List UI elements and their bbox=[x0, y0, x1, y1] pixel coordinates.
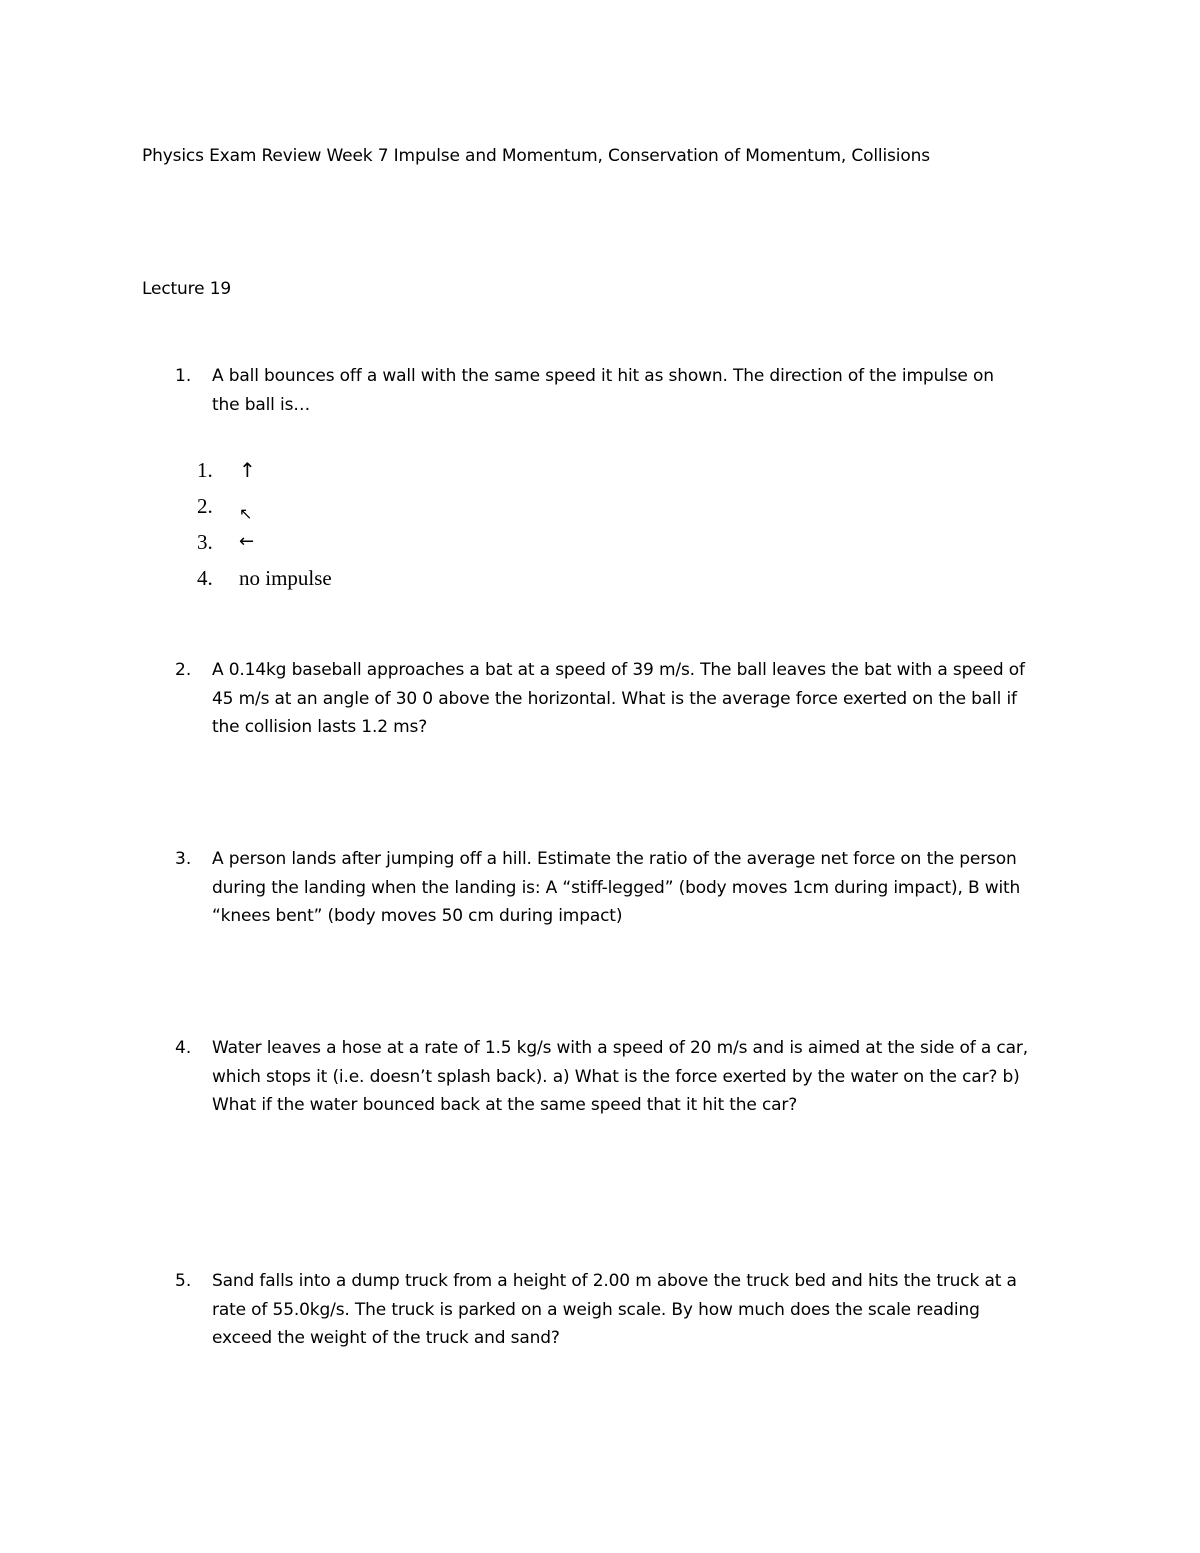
page-title: Physics Exam Review Week 7 Impulse and Momentum, Conservation of Momentum, Collisions bbox=[142, 146, 930, 166]
question-number: 3. bbox=[175, 849, 192, 869]
lecture-heading: Lecture 19 bbox=[142, 279, 232, 299]
question-text-line: What if the water bounced back at the same speed that it hit the car? bbox=[212, 1095, 798, 1115]
question-3 bbox=[175, 845, 1065, 931]
choice-number: 2. bbox=[197, 494, 213, 518]
question-number: 5. bbox=[175, 1271, 192, 1291]
question-text-line: exceed the weight of the truck and sand? bbox=[212, 1328, 560, 1348]
question-2 bbox=[175, 656, 1065, 742]
question-text-line: the ball is… bbox=[212, 394, 311, 415]
question-text-line: Sand falls into a dump truck from a height of 2.00 m above the truck bed and hits the truck at a bbox=[212, 1271, 1017, 1291]
question-text-line: A ball bounces off a wall with the same speed it hit as shown. The direction of the impulse on bbox=[212, 366, 994, 386]
question-text-line: during the landing when the landing is: A “stiff-legged” (body moves 1cm during impact), B with bbox=[212, 877, 1021, 898]
question-text-line: A person lands after jumping off a hill. Estimate the ratio of the average net force on the person bbox=[212, 849, 1017, 869]
question-text-line: the collision lasts 1.2 ms? bbox=[212, 717, 428, 737]
left-arrow-icon: ← bbox=[239, 531, 255, 552]
up-arrow-icon: ↑ bbox=[239, 458, 256, 482]
question-text-line: rate of 55.0kg/s. The truck is parked on a weigh scale. By how much does the scale reading bbox=[212, 1299, 980, 1320]
choice-text: no impulse bbox=[239, 566, 332, 590]
question-5 bbox=[175, 1267, 1065, 1353]
up-left-arrow-icon: ↖ bbox=[239, 504, 253, 523]
question-number: 1. bbox=[175, 366, 192, 386]
question-text-line: A 0.14kg baseball approaches a bat at a speed of 39 m/s. The ball leaves the bat with a speed of bbox=[212, 660, 1025, 680]
question-number: 4. bbox=[175, 1038, 192, 1058]
question-text-line: 45 m/s at an angle of 30 0 above the horizontal. What is the average force exerted on the ball if bbox=[212, 688, 1017, 709]
question-text-line: which stops it (i.e. doesn’t splash back). a) What is the force exerted by the water on the car? b) bbox=[212, 1066, 1020, 1087]
question-4 bbox=[175, 1034, 1065, 1120]
choice-number: 1. bbox=[197, 458, 213, 482]
question-number: 2. bbox=[175, 660, 192, 680]
choice-number: 3. bbox=[197, 530, 213, 554]
question-text-line: “knees bent” (body moves 50 cm during impact) bbox=[212, 906, 623, 926]
question-1 bbox=[175, 362, 1065, 419]
choice-number: 4. bbox=[197, 566, 213, 590]
question-text-line: Water leaves a hose at a rate of 1.5 kg/s with a speed of 20 m/s and is aimed at the side of a car, bbox=[212, 1038, 1028, 1058]
